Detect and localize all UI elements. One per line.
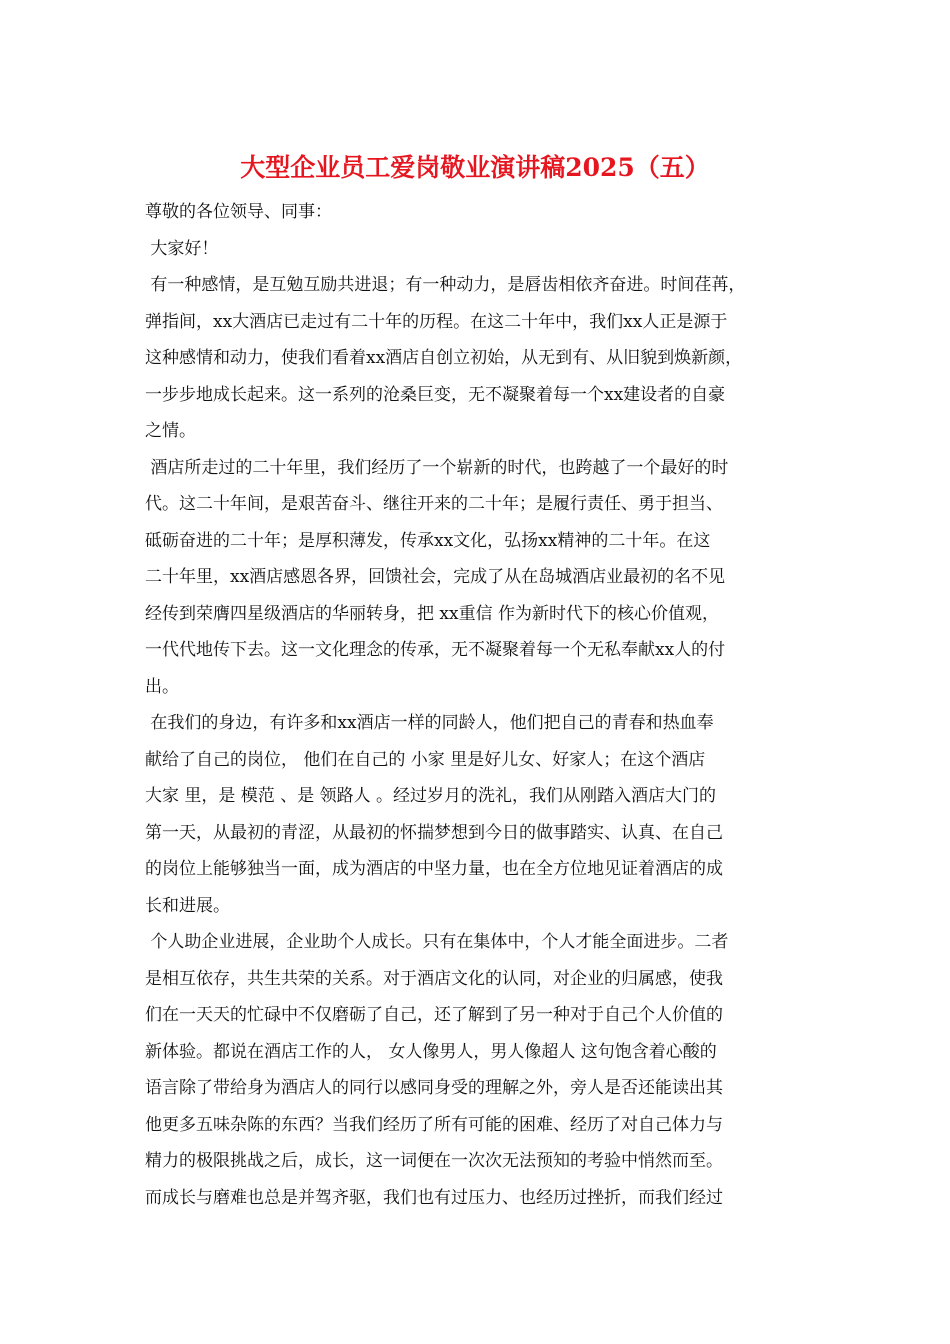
text-line: 语言除了带给身为酒店人的同行以感同身受的理解之外，旁人是否还能读出其 [145, 1078, 723, 1098]
text-line: 他更多五味杂陈的东西？当我们经历了所有可能的困难、经历了对自己体力与 [145, 1114, 723, 1135]
text-line: 在我们的身边，有许多和xx酒店一样的同龄人，他们把自己的青春和热血奉 [145, 713, 714, 733]
text-line: 个人助企业进展，企业助个人成长。只有在集体中，个人才能全面进步。二者 [145, 932, 729, 952]
document-title: 大型企业员工爱岗敬业演讲稿2025（五） [240, 153, 710, 182]
text-line: 献给了自己的岗位， 他们在自己的 小家 里是好儿女、好家人；在这个酒店 [145, 749, 706, 770]
text-line: 是相互依存，共生共荣的关系。对于酒店文化的认同，对企业的归属感，使我 [145, 968, 723, 989]
text-line: 酒店所走过的二十年里，我们经历了一个崭新的时代，也跨越了一个最好的时 [145, 457, 729, 478]
text-line: 而成长与磨难也总是并驾齐驱，我们也有过压力、也经历过挫折，而我们经过 [145, 1187, 723, 1208]
document-body [145, 194, 815, 1216]
text-line: 第一天，从最初的青涩，从最初的怀揣梦想到今日的做事踏实、认真、在自己 [145, 822, 723, 843]
text-line: 一代代地传下去。这一文化理念的传承，无不凝聚着每一个无私奉献xx人的付 [145, 640, 726, 660]
text-line: 一步步地成长起来。这一系列的沧桑巨变，无不凝聚着每一个xx建设者的自豪 [145, 384, 726, 405]
text-line: 砥砺奋进的二十年；是厚积薄发，传承xx文化，弘扬xx精神的二十年。在这 [145, 530, 711, 551]
text-line: 出。 [145, 676, 179, 697]
text-line: 经传到荣膺四星级酒店的华丽转身，把 xx重信 作为新时代下的核心价值观， [145, 603, 719, 624]
text-line: 大家 里，是 模范 、是 领路人 。经过岁月的洗礼，我们从刚踏入酒店大门的 [145, 786, 717, 806]
text-line: 大家好！ [145, 238, 219, 259]
text-line: 之情。 [145, 421, 196, 441]
text-line: 二十年里，xx酒店感恩各界，回馈社会，完成了从在岛城酒店业最初的名不见 [145, 567, 726, 587]
text-line: 的岗位上能够独当一面，成为酒店的中坚力量，也在全方位地见证着酒店的成 [145, 859, 723, 879]
text-line: 精力的极限挑战之后，成长，这一词便在一次次无法预知的考验中悄然而至。 [145, 1151, 723, 1171]
text-line: 尊敬的各位领导、同事： [145, 202, 332, 222]
text-line: 弹指间，xx大酒店已走过有二十年的历程。在这二十年中，我们xx人正是源于 [145, 311, 728, 332]
text-line: 们在一天天的忙碌中不仅磨砺了自己，还了解到了另一种对于自己个人价值的 [145, 1005, 723, 1025]
text-line: 代。这二十年间，是艰苦奋斗、继往开来的二十年；是履行责任、勇于担当、 [145, 494, 723, 514]
text-line: 新体验。都说在酒店工作的人， 女人像男人，男人像超人 这句饱含着心酸的 [145, 1041, 717, 1062]
text-line: 长和进展。 [145, 895, 230, 916]
text-line: 有一种感情，是互勉互励共进退；有一种动力，是唇齿相依齐奋进。时间荏苒， [145, 275, 746, 295]
text-line: 这种感情和动力，使我们看着xx酒店自创立初始，从无到有、从旧貌到焕新颜， [145, 348, 743, 368]
